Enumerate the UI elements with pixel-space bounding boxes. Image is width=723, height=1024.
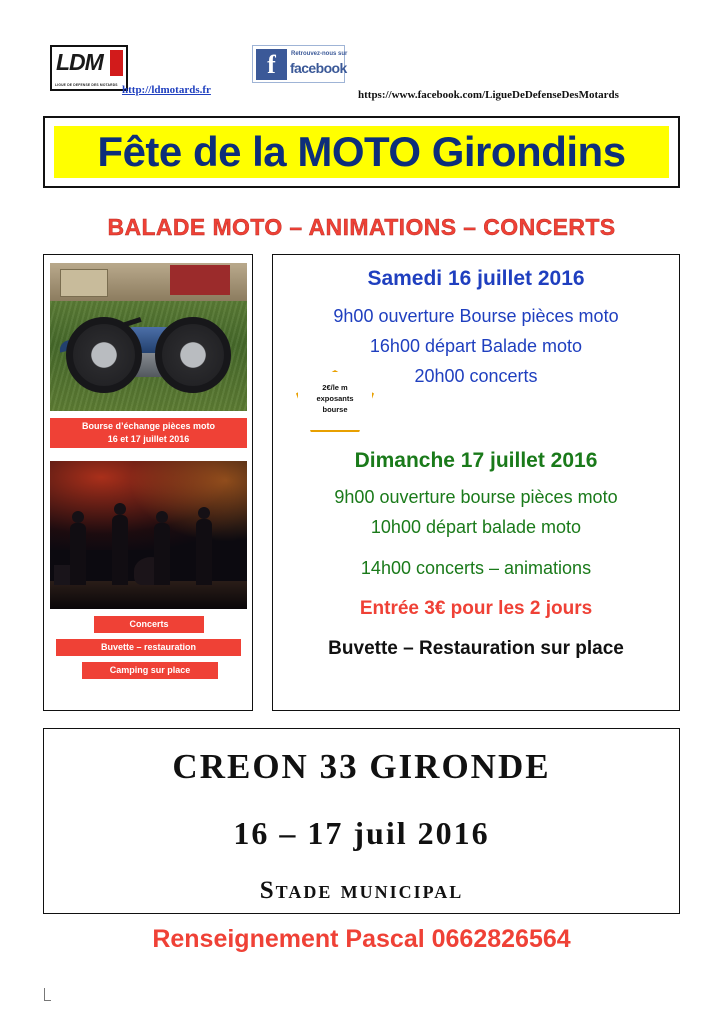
sunday-line-2: 10h00 départ balade moto (370, 517, 582, 537)
motorcycle-photo (50, 263, 247, 411)
ldm-logo-subtitle: LIGUE DE DEFENSE DES MOTARDS (55, 83, 118, 87)
services-text: Buvette – Restauration sur place (328, 638, 624, 659)
venue-city: CREON 33 GIRONDE (172, 747, 551, 786)
motorcycle-photo-caption (50, 418, 247, 448)
contact-info: Renseignement Pascal 0662826564 (152, 925, 571, 953)
facebook-icon: f (256, 49, 287, 80)
facebook-url[interactable]: https://www.facebook.com/LigueDeDefenseDesMotards (358, 89, 619, 101)
motorcycle-rear-wheel (155, 317, 231, 393)
sunday-line-1: 9h00 ouverture bourse pièces moto (334, 487, 618, 507)
venue-dates: 16 – 17 juil 2016 (233, 815, 490, 851)
left-image-column (43, 254, 253, 711)
entry-fee-text: Entrée 3€ pour les 2 jours (359, 598, 593, 619)
concert-stage-light-orange (129, 461, 247, 542)
badge-text (296, 382, 374, 415)
motorcycle-photo-caption-line2: 16 et 17 juillet 2016 (107, 434, 190, 444)
poster-subtitle: BALADE MOTO – ANIMATIONS – CONCERTS (107, 214, 616, 240)
caption-camping: Camping sur place (82, 662, 218, 679)
badge-line-1: 2€/le m (322, 383, 348, 392)
motorcycle-photo-caption-line1: Bourse d’échange pièces moto (81, 421, 216, 431)
ldm-logo-red-bar (110, 50, 123, 76)
facebook-badge[interactable] (252, 45, 348, 83)
badge-line-3: bourse (322, 405, 348, 414)
saturday-line-3: 20h00 concerts (414, 366, 538, 386)
concert-photo (50, 461, 247, 609)
concert-musician-4 (196, 519, 212, 585)
venue-place: Stade municipal (259, 877, 464, 904)
title-highlight (54, 126, 669, 178)
badge-line-2: exposants (316, 394, 354, 403)
saturday-title: Samedi 16 juillet 2016 (367, 267, 585, 290)
title-box (43, 116, 680, 188)
venue-box (43, 728, 680, 914)
ldm-logo-text: LDM (56, 49, 103, 75)
page-corner-mark (44, 988, 51, 1001)
program-column (272, 254, 680, 711)
caption-concerts: Concerts (94, 616, 204, 633)
concert-musician-3 (154, 523, 170, 585)
exhibitor-price-badge (296, 370, 374, 432)
concert-stage-floor (50, 581, 247, 609)
photo-background-banner (170, 265, 230, 295)
motorcycle-front-wheel (66, 317, 142, 393)
concert-musician-1 (70, 523, 86, 585)
concert-musician-2 (112, 515, 128, 585)
poster-header (40, 40, 690, 102)
caption-buvette: Buvette – restauration (56, 639, 241, 656)
saturday-line-2: 16h00 départ Balade moto (369, 336, 583, 356)
facebook-badge-top-text: Retrouvez-nous sur (291, 51, 348, 57)
sunday-line-3: 14h00 concerts – animations (360, 558, 592, 578)
photo-background-crate (60, 269, 108, 297)
page-title: Fête de la MOTO Girondins (97, 128, 626, 175)
facebook-badge-word: facebook (290, 60, 347, 76)
saturday-line-1: 9h00 ouverture Bourse pièces moto (333, 306, 619, 326)
ldm-logo (50, 45, 128, 91)
sunday-title: Dimanche 17 juillet 2016 (354, 449, 598, 472)
ldm-website-link[interactable]: http://ldmotards.fr (122, 84, 211, 96)
